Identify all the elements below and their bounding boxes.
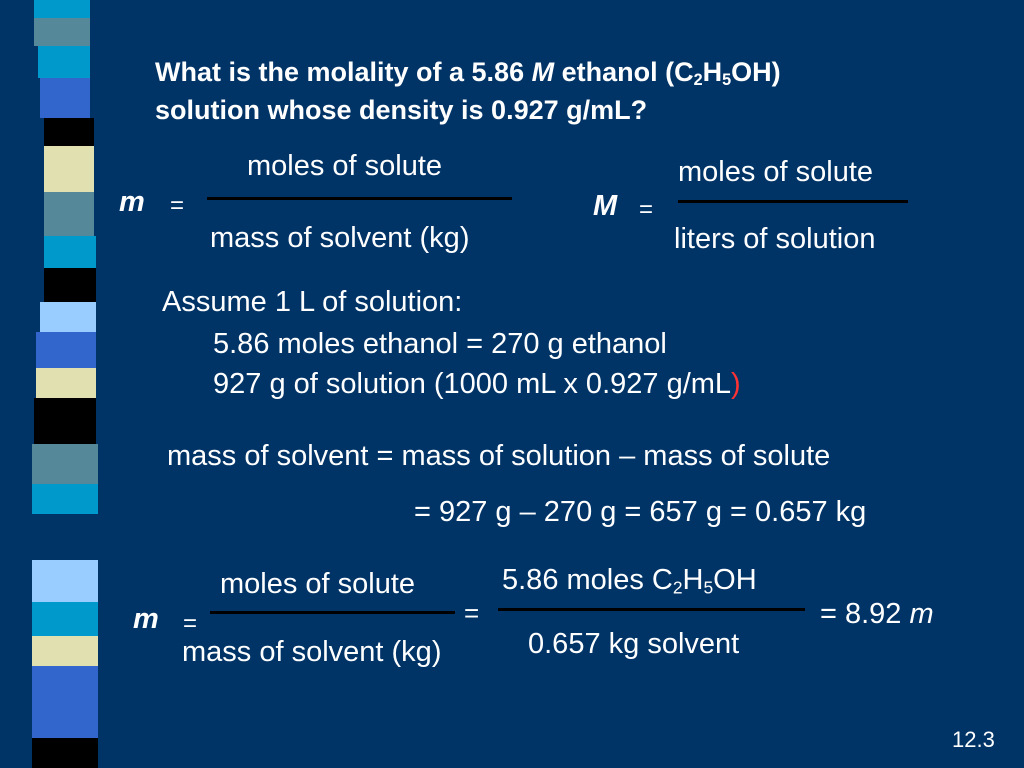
stripe-block — [32, 696, 98, 738]
stripe-block — [44, 118, 94, 146]
molality-symbol: m — [119, 186, 145, 218]
numerator-text: 5.86 moles C — [502, 564, 673, 596]
fraction-denominator: mass of solvent (kg) — [182, 636, 442, 668]
assume-line-1: 5.86 moles ethanol = 270 g ethanol — [213, 328, 667, 360]
question-title — [155, 53, 781, 129]
question-text: H — [702, 57, 723, 87]
fraction-denominator: 0.657 kg solvent — [528, 628, 740, 660]
result — [820, 598, 934, 631]
equals-sign: = — [170, 192, 185, 219]
result-unit: m — [909, 598, 934, 630]
fraction-numerator: moles of solute — [247, 150, 443, 182]
numerator-text: OH — [713, 564, 757, 596]
stripe-block — [40, 302, 96, 332]
molality-symbol: m — [133, 603, 159, 635]
stripe-block — [38, 46, 90, 78]
stripe-block — [36, 368, 96, 398]
question-text: OH) — [731, 57, 781, 87]
solvent-equation-line-1: mass of solvent = mass of solution – mass of solute — [167, 440, 831, 472]
numerator-text: H — [682, 564, 704, 596]
stripe-block — [32, 738, 98, 768]
assume-line-2-text: 927 g of solution (1000 mL x 0.927 g/mL — [213, 368, 732, 400]
molarity-symbol: M — [531, 57, 555, 87]
stripe-block — [34, 0, 90, 18]
subscript: 2 — [693, 71, 703, 90]
stripe-block — [32, 444, 98, 484]
molarity-symbol: M — [593, 190, 618, 222]
stripe-block — [32, 514, 98, 560]
fraction-denominator: mass of solvent (kg) — [210, 222, 470, 254]
question-text: ethanol (C — [554, 57, 694, 87]
subscript: 5 — [722, 71, 732, 90]
stripe-block — [32, 484, 98, 514]
fraction-bar — [498, 608, 805, 611]
stripe-block — [44, 146, 94, 192]
fraction-numerator: moles of solute — [220, 568, 416, 600]
assume-heading: Assume 1 L of solution: — [162, 286, 463, 318]
stripe-block — [40, 78, 90, 118]
stripe-block — [44, 192, 94, 236]
stripe-block — [36, 332, 96, 368]
stripe-block — [44, 236, 96, 268]
fraction-bar — [678, 200, 908, 203]
stripe-block — [34, 398, 96, 444]
question-text: What is the molality of a 5.86 — [155, 57, 532, 87]
fraction-denominator: liters of solution — [674, 223, 876, 255]
equals-sign: = — [639, 196, 654, 223]
question-line-2: solution whose density is 0.927 g/mL? — [155, 95, 648, 125]
fraction-bar — [207, 197, 512, 200]
fraction-numerator: moles of solute — [678, 156, 874, 188]
stripe-block — [32, 602, 98, 636]
question-line-1 — [155, 53, 781, 91]
slide-number: 12.3 — [952, 727, 995, 752]
stripe-block — [32, 666, 98, 696]
fraction-numerator — [502, 564, 757, 597]
closing-paren: ) — [731, 368, 741, 400]
fraction-bar — [210, 611, 455, 614]
stripe-block — [34, 18, 90, 46]
stripe-block — [32, 560, 98, 602]
equals-sign: = — [183, 610, 198, 637]
solvent-equation-line-2: = 927 g – 270 g = 657 g = 0.657 kg — [414, 496, 867, 528]
decorative-left-stripe — [0, 0, 100, 768]
equals-sign: = — [464, 598, 480, 628]
stripe-block — [32, 636, 98, 666]
result-value: = 8.92 — [820, 598, 910, 630]
stripe-block — [44, 268, 96, 302]
subscript: 2 — [672, 577, 683, 598]
subscript: 5 — [703, 577, 714, 598]
assume-line-2 — [213, 368, 741, 401]
